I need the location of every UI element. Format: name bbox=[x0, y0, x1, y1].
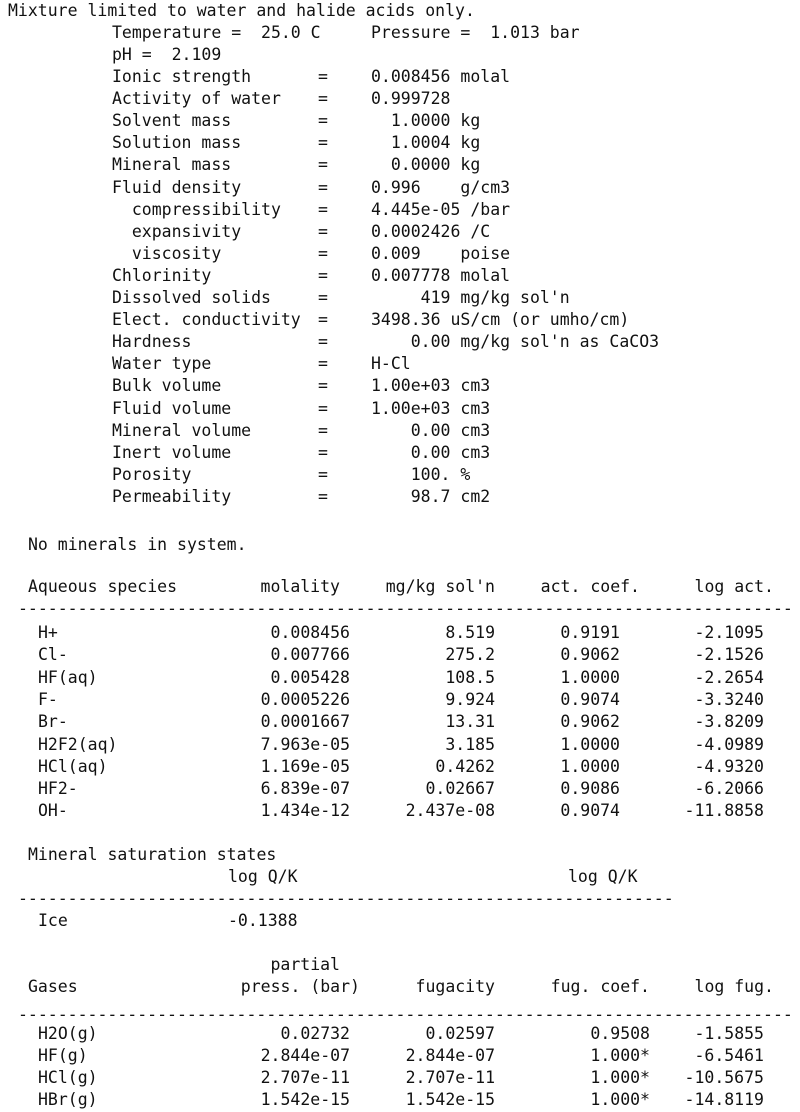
property-label: Mineral mass bbox=[112, 155, 232, 175]
species-molality: 0.008456 bbox=[270, 623, 350, 642]
property-value: 0.0002426 /C bbox=[371, 221, 491, 241]
mineral-col-left: log Q/K bbox=[228, 867, 298, 886]
species-actcoef: 1.0000 bbox=[560, 734, 620, 754]
property-equals: = bbox=[318, 288, 328, 307]
property-equals: = bbox=[318, 133, 328, 153]
gas-fugcoef: 1.000* bbox=[590, 1090, 650, 1109]
species-name: HF(aq) bbox=[38, 667, 98, 687]
species-logact: -6.2066 bbox=[694, 779, 764, 799]
property-label: compressibility bbox=[112, 199, 281, 219]
aq-header-mgkg: mg/kg sol'n bbox=[385, 577, 495, 596]
species-mgkg: 275.2 bbox=[445, 645, 495, 665]
gas-fugacity: 2.707e-11 bbox=[405, 1068, 495, 1087]
property-label: viscosity bbox=[112, 243, 222, 263]
mineral-saturation-title: Mineral saturation states bbox=[28, 845, 277, 864]
gas-fugacity: 0.02597 bbox=[425, 1024, 495, 1043]
property-equals: = bbox=[318, 420, 328, 440]
pressure-line: Pressure = 1.013 bar bbox=[371, 23, 580, 42]
species-molality: 0.007766 bbox=[270, 645, 350, 665]
gas-fugcoef: 0.9508 bbox=[590, 1024, 650, 1043]
gas-logfug: -1.5855 bbox=[694, 1024, 764, 1043]
temperature-line: Temperature = 25.0 C bbox=[112, 23, 321, 42]
gas-logfug: -10.5675 bbox=[684, 1068, 764, 1087]
property-equals: = bbox=[318, 486, 328, 506]
species-actcoef: 0.9062 bbox=[560, 712, 620, 732]
property-equals: = bbox=[318, 221, 328, 241]
property-value: 419 mg/kg sol'n bbox=[371, 288, 570, 307]
no-minerals-note: No minerals in system. bbox=[28, 535, 247, 554]
property-label: Inert volume bbox=[112, 442, 232, 462]
species-mgkg: 13.31 bbox=[445, 712, 495, 732]
species-actcoef: 0.9074 bbox=[560, 689, 620, 709]
property-equals: = bbox=[318, 243, 328, 263]
species-logact: -4.0989 bbox=[694, 734, 764, 754]
species-logact: -2.1526 bbox=[694, 645, 764, 665]
property-equals: = bbox=[318, 354, 328, 374]
property-value: 0.00 cm3 bbox=[371, 442, 491, 462]
property-equals: = bbox=[318, 332, 328, 352]
property-label: Fluid density bbox=[112, 177, 242, 197]
gas-fugacity: 2.844e-07 bbox=[405, 1046, 495, 1065]
property-equals: = bbox=[318, 265, 328, 285]
gas-name: HBr(g) bbox=[38, 1090, 98, 1109]
property-value: 0.007778 molal bbox=[371, 265, 511, 285]
species-logact: -3.8209 bbox=[694, 712, 764, 732]
property-label: Porosity bbox=[112, 464, 192, 484]
property-value: 1.0000 kg bbox=[371, 111, 481, 131]
property-equals: = bbox=[318, 89, 328, 109]
gas-header-press: press. (bar) bbox=[240, 977, 360, 996]
gas-pressure: 1.542e-15 bbox=[260, 1090, 350, 1109]
property-equals: = bbox=[318, 464, 328, 484]
property-label: Mineral volume bbox=[112, 420, 252, 440]
species-name: F- bbox=[38, 689, 58, 709]
property-equals: = bbox=[318, 199, 328, 219]
gas-fugcoef: 1.000* bbox=[590, 1068, 650, 1087]
mineral-col-right: log Q/K bbox=[568, 867, 638, 886]
property-label: Solvent mass bbox=[112, 111, 232, 131]
gas-name: HF(g) bbox=[38, 1046, 88, 1065]
aq-header-species: Aqueous species bbox=[28, 577, 178, 596]
mineral-name: Ice bbox=[38, 911, 68, 930]
species-name: Br- bbox=[38, 712, 68, 732]
species-molality: 1.434e-12 bbox=[260, 801, 350, 821]
property-value: 0.996 g/cm3 bbox=[371, 177, 511, 197]
species-logact: -4.9320 bbox=[694, 756, 764, 776]
property-label: Permeability bbox=[112, 486, 232, 506]
aq-header-logact: log act. bbox=[694, 577, 774, 596]
aq-header-actcoef: act. coef. bbox=[540, 577, 640, 596]
property-value: 100. % bbox=[371, 464, 471, 484]
species-molality: 6.839e-07 bbox=[260, 779, 350, 799]
property-equals: = bbox=[318, 155, 328, 175]
species-mgkg: 2.437e-08 bbox=[405, 801, 495, 821]
species-molality: 0.005428 bbox=[270, 667, 350, 687]
property-label: Dissolved solids bbox=[112, 288, 271, 307]
species-mgkg: 108.5 bbox=[445, 667, 495, 687]
gas-pressure: 2.707e-11 bbox=[260, 1068, 350, 1087]
gas-header-gases: Gases bbox=[28, 977, 78, 996]
species-mgkg: 0.4262 bbox=[435, 756, 495, 776]
gas-logfug: -14.8119 bbox=[684, 1090, 764, 1109]
species-actcoef: 1.0000 bbox=[560, 756, 620, 776]
document-title: Mixture limited to water and halide acids only. bbox=[8, 1, 475, 20]
property-value: 98.7 cm2 bbox=[371, 486, 491, 506]
property-value: 0.008456 molal bbox=[371, 67, 511, 86]
property-equals: = bbox=[318, 111, 328, 131]
species-molality: 0.0001667 bbox=[260, 712, 350, 732]
property-label: Ionic strength bbox=[112, 67, 252, 86]
species-logact: -3.3240 bbox=[694, 689, 764, 709]
species-name: HF2- bbox=[38, 779, 78, 799]
gas-divider: ------------------------------------------------------------------------------ bbox=[18, 1005, 793, 1024]
gas-pressure: 2.844e-07 bbox=[260, 1046, 350, 1065]
species-name: H+ bbox=[38, 623, 58, 642]
species-molality: 7.963e-05 bbox=[260, 734, 350, 754]
property-equals: = bbox=[318, 398, 328, 418]
species-mgkg: 9.924 bbox=[445, 689, 495, 709]
species-mgkg: 3.185 bbox=[445, 734, 495, 754]
property-label: Solution mass bbox=[112, 133, 242, 153]
property-label: Hardness bbox=[112, 332, 192, 352]
property-value: 1.0004 kg bbox=[371, 133, 481, 153]
property-value: 1.00e+03 cm3 bbox=[371, 376, 491, 396]
gas-fugacity: 1.542e-15 bbox=[405, 1090, 495, 1109]
property-label: Fluid volume bbox=[112, 398, 232, 418]
property-label: Elect. conductivity bbox=[112, 310, 301, 330]
species-mgkg: 8.519 bbox=[445, 623, 495, 642]
species-name: HCl(aq) bbox=[38, 756, 108, 776]
species-name: OH- bbox=[38, 801, 68, 821]
gas-fugcoef: 1.000* bbox=[590, 1046, 650, 1065]
property-equals: = bbox=[318, 177, 328, 197]
species-actcoef: 0.9062 bbox=[560, 645, 620, 665]
species-actcoef: 0.9191 bbox=[560, 623, 620, 642]
species-name: H2F2(aq) bbox=[38, 734, 118, 754]
property-value: 0.999728 bbox=[371, 89, 451, 109]
property-equals: = bbox=[318, 442, 328, 462]
gas-header-fugcoef: fug. coef. bbox=[550, 977, 650, 996]
gas-header-partial: partial bbox=[270, 955, 340, 974]
species-molality: 1.169e-05 bbox=[260, 756, 350, 776]
gas-name: HCl(g) bbox=[38, 1068, 98, 1087]
property-equals: = bbox=[318, 67, 328, 86]
species-name: Cl- bbox=[38, 645, 68, 665]
property-label: Chlorinity bbox=[112, 265, 212, 285]
gas-header-logfug: log fug. bbox=[694, 977, 774, 996]
property-value: 0.009 poise bbox=[371, 243, 511, 263]
gas-logfug: -6.5461 bbox=[694, 1046, 764, 1065]
property-label: expansivity bbox=[112, 221, 242, 241]
property-value: 3498.36 uS/cm (or umho/cm) bbox=[371, 310, 630, 330]
gas-header-fugacity: fugacity bbox=[415, 977, 495, 996]
species-mgkg: 0.02667 bbox=[425, 779, 495, 799]
gas-pressure: 0.02732 bbox=[280, 1024, 350, 1043]
property-value: 1.00e+03 cm3 bbox=[371, 398, 491, 418]
species-actcoef: 0.9086 bbox=[560, 779, 620, 799]
mineral-logqk: -0.1388 bbox=[228, 911, 298, 930]
species-logact: -2.1095 bbox=[694, 623, 764, 642]
property-equals: = bbox=[318, 310, 328, 330]
property-value: 0.0000 kg bbox=[371, 155, 481, 175]
property-value: 0.00 cm3 bbox=[371, 420, 491, 440]
species-actcoef: 1.0000 bbox=[560, 667, 620, 687]
species-logact: -2.2654 bbox=[694, 667, 764, 687]
property-label: Activity of water bbox=[112, 89, 281, 109]
species-molality: 0.0005226 bbox=[260, 689, 350, 709]
mineral-divider: ------------------------------------------------------------------ bbox=[18, 889, 674, 908]
aq-header-molality: molality bbox=[260, 577, 340, 596]
property-equals: = bbox=[318, 376, 328, 396]
property-value: 0.00 mg/kg sol'n as CaCO3 bbox=[371, 332, 660, 352]
property-value: H-Cl bbox=[371, 354, 411, 374]
property-label: Water type bbox=[112, 354, 212, 374]
species-logact: -11.8858 bbox=[684, 801, 764, 821]
gas-name: H2O(g) bbox=[38, 1024, 98, 1043]
species-actcoef: 0.9074 bbox=[560, 801, 620, 821]
aq-divider: ------------------------------------------------------------------------------ bbox=[18, 599, 793, 618]
ph-line: pH = 2.109 bbox=[112, 45, 222, 64]
property-label: Bulk volume bbox=[112, 376, 222, 396]
property-value: 4.445e-05 /bar bbox=[371, 199, 511, 219]
